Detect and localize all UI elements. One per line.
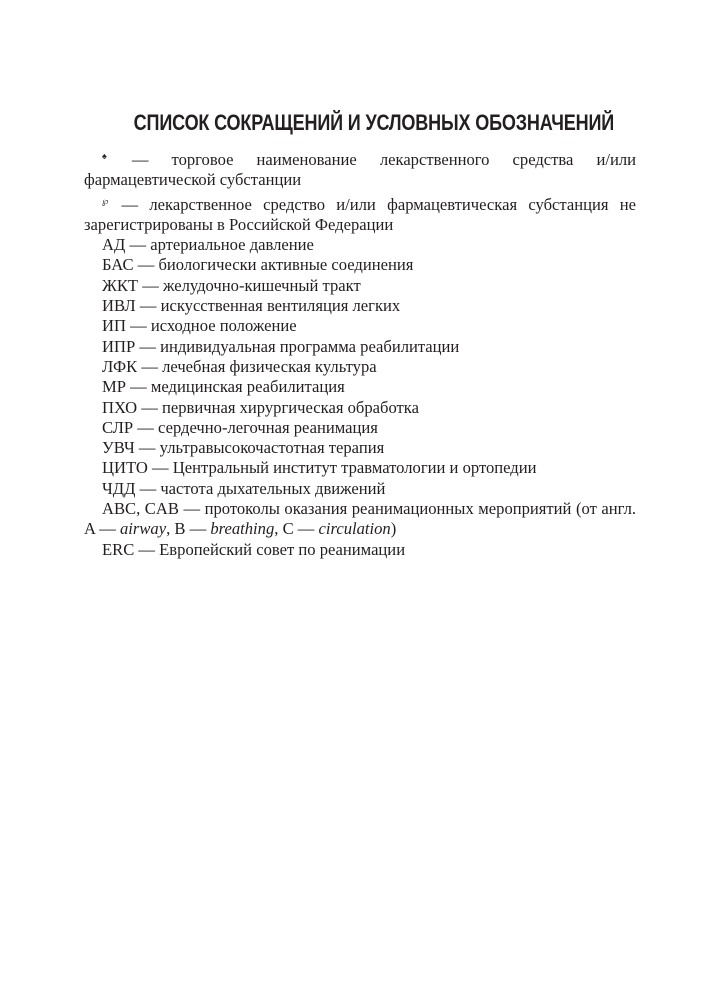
page <box>84 108 636 560</box>
abbreviation-term: ПХО <box>102 397 138 417</box>
abbreviation-meaning: индивидуальная программа реабилитации <box>160 336 460 356</box>
abbreviation-meaning: биологически активные соединения <box>158 255 414 275</box>
symbol-entry-spade <box>84 146 636 191</box>
abbreviation-term: ERC <box>102 539 135 559</box>
p-registered-icon: ℘ <box>102 195 109 206</box>
abbreviation-meaning: Европейский совет по реанимации <box>159 539 406 559</box>
abbreviation-meaning: исходное положение <box>150 316 297 336</box>
abbreviation-meaning: первичная хирургическая обработка <box>162 397 419 417</box>
abc-word-airway: airway <box>119 519 167 539</box>
abc-close-paren: ) <box>390 519 397 539</box>
abbreviation-entry: ЖКТ — желудочно-кишечный тракт <box>102 275 361 295</box>
symbol-description: — лекарственное средство и/или фармацевтическая субстанция не зарегистрированы в Российской Федерации <box>84 194 636 234</box>
abbreviation-meaning: сердечно-легочная реанимация <box>158 417 378 437</box>
spade-icon: ♠ <box>102 151 107 161</box>
abc-letter-c: , C — <box>274 519 315 539</box>
abbreviation-meaning: протоколы оказания реанимационных мероприятий (от англ. <box>204 499 636 519</box>
abbreviation-meaning: частота дыхательных движений <box>160 478 386 498</box>
abbreviation-entry: БАС — биологически активные соединения <box>102 255 414 275</box>
abc-letter-a: A — <box>84 519 116 539</box>
abbreviation-term: ИВЛ <box>102 296 136 316</box>
abbreviation-term: СЛР <box>102 417 134 437</box>
symbol-description: — торговое наименование лекарственного средства и/или фармацевтической субстанции <box>84 150 636 190</box>
abbreviation-entry: ПХО — первичная хирургическая обработка <box>102 397 419 417</box>
abbreviation-entry: ИП — исходное положение <box>102 316 297 336</box>
abbreviation-meaning: лечебная физическая культура <box>162 356 377 376</box>
abbreviation-entry-abc: ABC, CAB — протоколы оказания реанимационных мероприятий (от англ. A — airway, B — breathing, C — circulation) <box>84 499 636 539</box>
abc-word-circulation: circulation <box>318 519 391 539</box>
abbreviation-entry: СЛР — сердечно-легочная реанимация <box>102 417 378 437</box>
abbreviation-meaning: желудочно-кишечный тракт <box>162 275 361 295</box>
abbreviation-term: ЦИТО <box>102 458 148 478</box>
abbreviation-term: БАС <box>102 255 134 275</box>
abbreviation-entry: ЛФК — лечебная физическая культура <box>102 356 377 376</box>
abbreviation-entry: АД — артериальное давление <box>102 235 314 255</box>
abbreviation-term: ABC, CAB <box>102 499 179 519</box>
abbreviation-term: ЖКТ <box>102 275 139 295</box>
abbreviation-term: МР <box>102 377 126 397</box>
abbreviation-term: ИПР <box>102 336 136 356</box>
abbreviation-entry: ИВЛ — искусственная вентиляция легких <box>102 296 401 316</box>
abbreviation-entries <box>84 235 636 499</box>
abbreviation-entry-erc: ERC — Европейский совет по реанимации <box>102 539 406 559</box>
abbreviation-term: АД <box>102 235 126 255</box>
page-title: СПИСОК СОКРАЩЕНИЙ И УСЛОВНЫХ ОБОЗНАЧЕНИЙ <box>133 110 615 135</box>
abbreviation-term: ИП <box>102 316 126 336</box>
abbreviation-meaning: искусственная вентиляция легких <box>160 296 401 316</box>
abbreviation-entry: ЧДД — частота дыхательных движений <box>102 478 386 498</box>
abbreviation-meaning: медицинская реабилитация <box>150 377 345 397</box>
abbreviation-entry: ЦИТО — Центральный институт травматологии и ортопедии <box>102 458 537 478</box>
abbreviation-entry: МР — медицинская реабилитация <box>102 377 345 397</box>
abc-word-breathing: breathing <box>210 519 275 539</box>
abbreviation-term: ЧДД <box>102 478 136 498</box>
abc-letter-b: , B — <box>166 519 207 539</box>
abbreviation-entry: ИПР — индивидуальная программа реабилитации <box>102 336 460 356</box>
symbol-entry-unregistered <box>84 191 636 236</box>
abbreviation-term: ЛФК <box>102 356 138 376</box>
abbreviation-list <box>84 146 636 560</box>
abbreviation-entry: УВЧ — ультравысокочастотная терапия <box>102 438 385 458</box>
abbreviation-meaning: ультравысокочастотная терапия <box>159 438 385 458</box>
abbreviation-meaning: Центральный институт травматологии и ортопедии <box>172 458 537 478</box>
abbreviation-term: УВЧ <box>102 438 135 458</box>
abbreviation-meaning: артериальное давление <box>150 235 314 255</box>
